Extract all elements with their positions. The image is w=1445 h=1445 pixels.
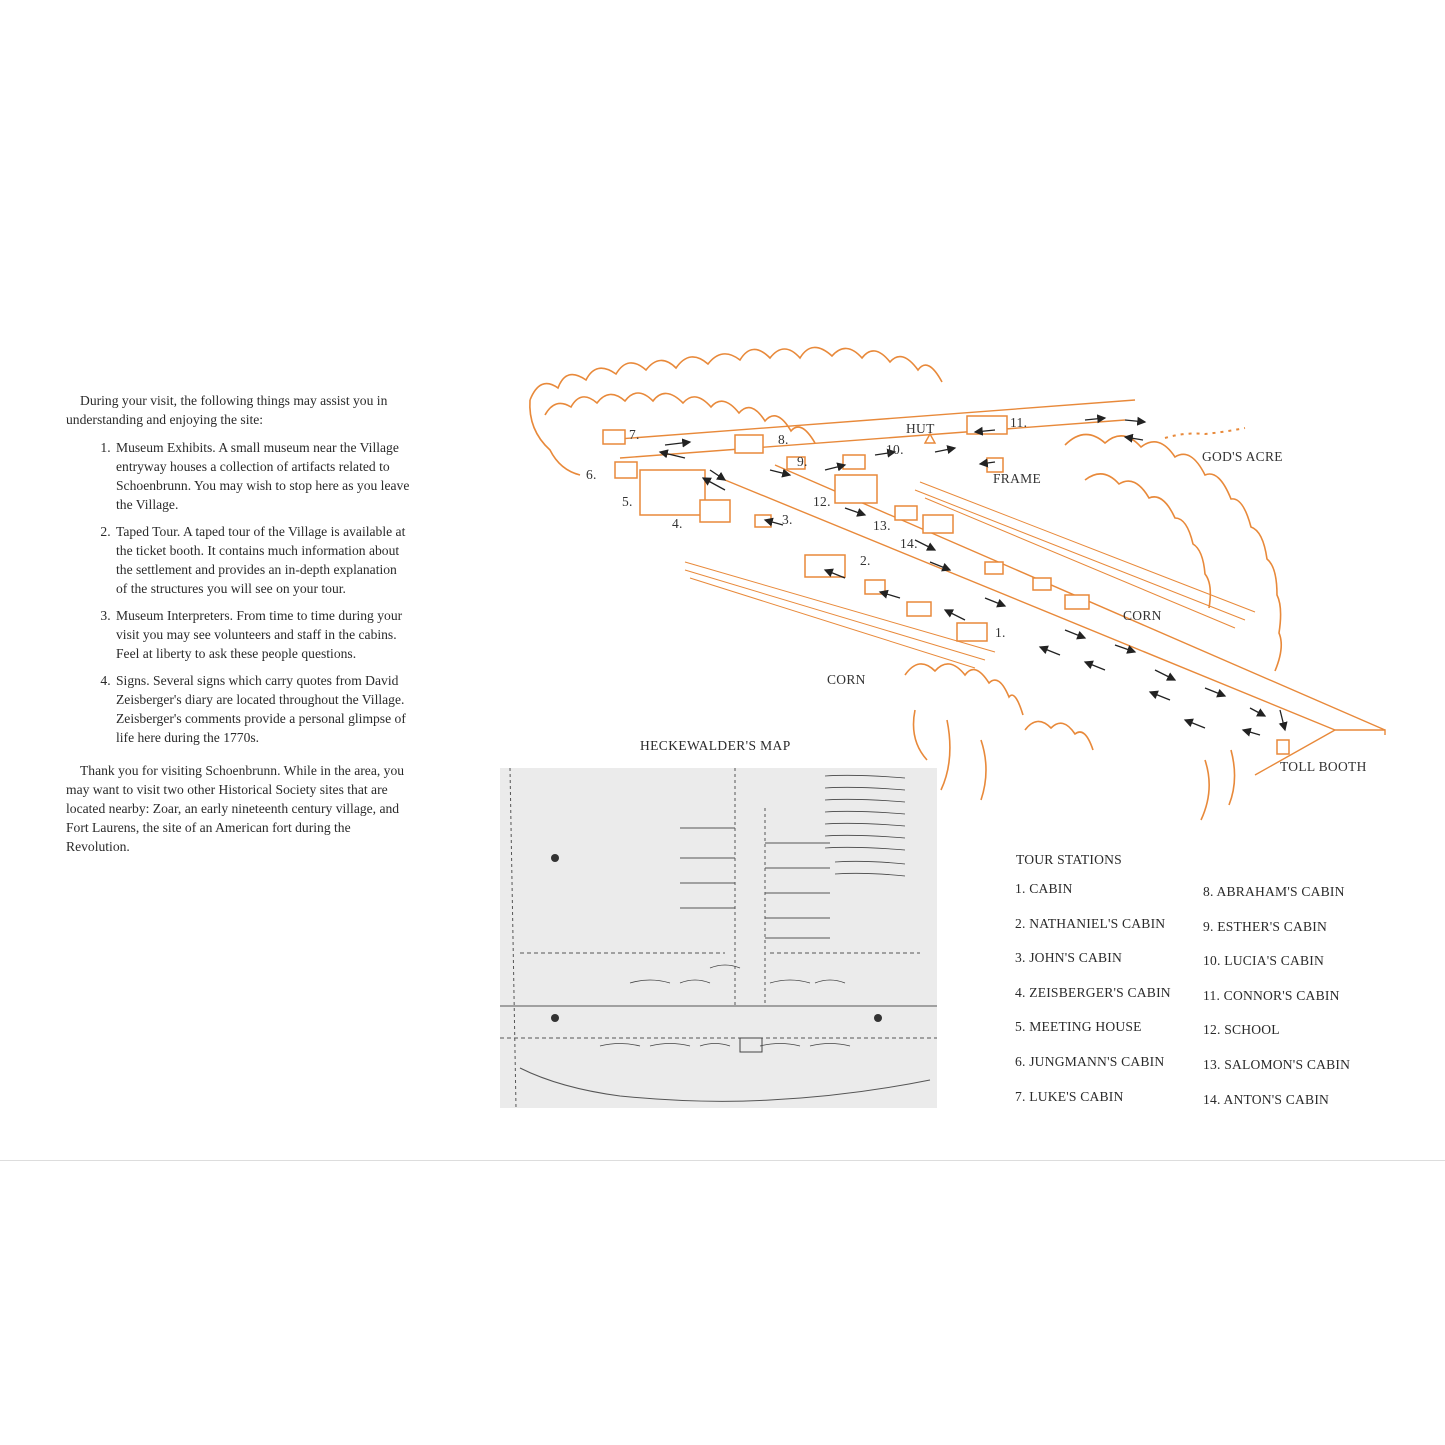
tour-stations-title: TOUR STATIONS [1016,852,1122,867]
gods-acre-marks [1165,428,1245,438]
station-marker-9: 9. [797,454,808,469]
heckewalder-map-image [500,768,937,1108]
label-hut: HUT [906,421,935,436]
stations-list-left [1015,881,1203,1126]
label-gods-acre: GOD'S ACRE [1202,449,1283,464]
list-item: 3. Museum Interpreters. From time to time during your visit you may see volunteers and staff in the cabins. Feel at liberty to ask these people questions. [114,606,410,663]
list-item: 1. CABIN [1015,881,1073,896]
tour-arrows [660,418,1285,735]
station-marker-14: 14. [900,536,918,551]
intro-text [66,391,410,856]
list-item: 4. Signs. Several signs which carry quotes from David Zeisberger's diary are located throughout the Village. Zeisberger's comments provide a personal glimpse of life here during the 1770s. [114,671,410,747]
label-frame: FRAME [993,471,1042,486]
list-item: 2. NATHANIEL'S CABIN [1015,915,1166,931]
station-marker-12: 12. [813,494,831,509]
station-marker-11: 11. [1010,415,1028,430]
tour-stations [1015,852,1415,1126]
list-item: 9. ESTHER'S CABIN [1203,918,1328,934]
station-marker-13: 13. [873,518,891,533]
list-item: 10. LUCIA'S CABIN [1203,953,1325,969]
station-marker-2: 2. [860,553,871,568]
label-toll-booth: TOLL BOOTH [1280,759,1367,774]
list-item: 1. Museum Exhibits. A small museum near the Village entryway houses a collection of artifacts related to Schoenbrunn. You may wish to stop here as you leave the Village. [114,438,410,514]
station-marker-6: 6. [586,467,597,482]
page-fold-line [0,1160,1445,1161]
station-marker-1: 1. [995,625,1006,640]
map-caption: HECKEWALDER'S MAP [640,738,791,753]
stations-list-right [1203,884,1350,1126]
list-item: 13. SALOMON'S CABIN [1203,1056,1351,1072]
station-marker-3: 3. [782,512,793,527]
list-item: 14. ANTON'S CABIN [1203,1091,1330,1107]
list-item: 2. Taped Tour. A taped tour of the Village is available at the ticket booth. It contains much information about the settlement and provides an in-depth explanation of the structures you will see on your tour. [114,522,410,598]
list-item: 7. LUKE'S CABIN [1015,1088,1124,1104]
station-marker-10: 10. [886,442,904,457]
station-marker-7: 7. [629,427,640,442]
intro-lead: During your visit, the following things may assist you in understanding and enjoying the site: [66,393,388,427]
list-item: 3. JOHN'S CABIN [1015,950,1123,966]
list-item: 4. ZEISBERGER'S CABIN [1015,984,1171,1000]
list-item: 12. SCHOOL [1203,1022,1280,1038]
station-marker-4: 4. [672,516,683,531]
label-corn-right: CORN [1123,608,1162,623]
assist-list [66,438,410,747]
list-item: 8. ABRAHAM'S CABIN [1203,884,1345,899]
list-item: 11. CONNOR'S CABIN [1203,987,1340,1003]
list-item: 6. JUNGMANN'S CABIN [1015,1053,1165,1069]
station-marker-8: 8. [778,432,789,447]
list-item: 5. MEETING HOUSE [1015,1019,1142,1035]
label-corn-left: CORN [827,672,866,687]
station-marker-5: 5. [622,494,633,509]
thanks-paragraph: Thank you for visiting Schoenbrunn. While in the area, you may want to visit two other Historical Society sites that are located nearby: Zoar, an early nineteenth century village, and Fort Laurens, the site of an American fort during the Revolution. [66,763,405,854]
